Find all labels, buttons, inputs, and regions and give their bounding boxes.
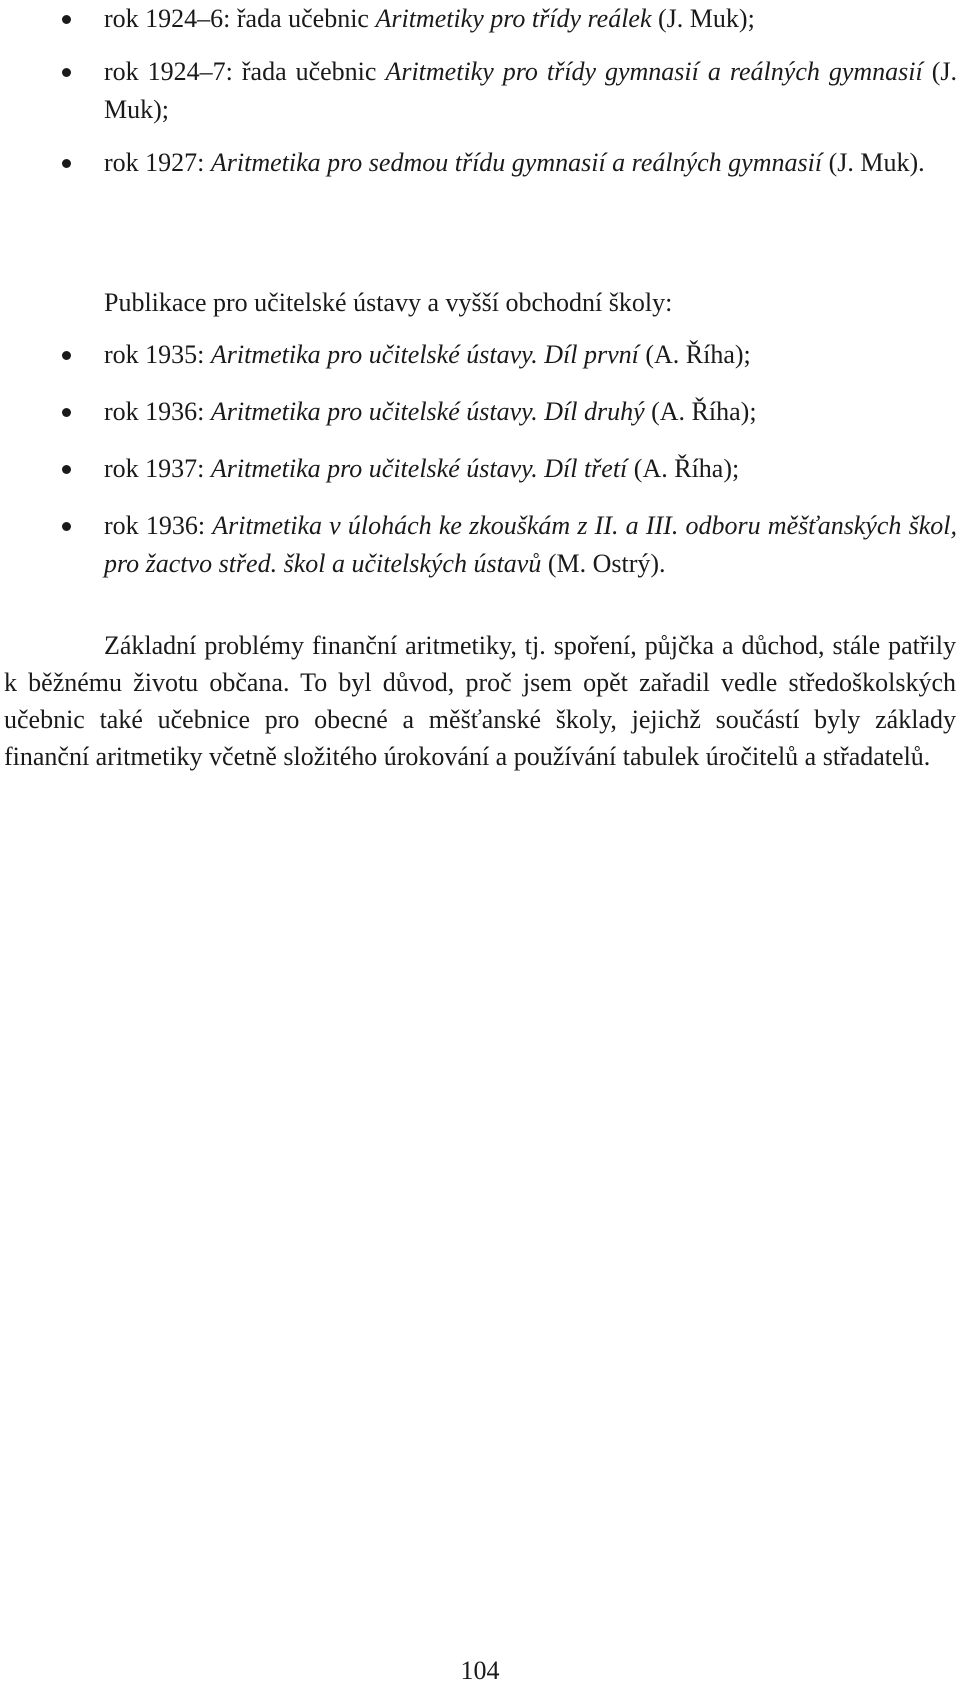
item-prefix: rok 1924–6: řada učebnic [104, 4, 376, 33]
bullet-icon [62, 465, 71, 474]
list-item [0, 450, 957, 488]
item-suffix: (M. Ostrý). [541, 549, 666, 578]
book-title: Aritmetika pro učitelské ústavy. Díl první [210, 340, 639, 369]
item-prefix: rok 1924–7: řada učebnic [104, 57, 386, 86]
bullet-icon [62, 68, 71, 77]
book-title: Aritmetika pro učitelské ústavy. Díl třetí [210, 454, 628, 483]
list-item [0, 0, 957, 38]
item-suffix: (J. Muk); [651, 4, 755, 33]
item-suffix: (J. Muk). [822, 148, 925, 177]
page-number: 104 [460, 1656, 500, 1685]
book-title: Aritmetiky pro třídy reálek [375, 4, 652, 33]
list-item [0, 507, 957, 583]
bullet-icon [62, 159, 71, 168]
item-suffix: (A. Říha); [644, 397, 757, 426]
item-prefix: rok 1936: [104, 397, 211, 426]
body-paragraph: Základní problémy finanční aritmetiky, tj. spoření, půjčka a důchod, stále patřily k běžnému životu občana. To byl důvod, proč jsem opět zařadil vedle středoškolských učebnic také učebnice pro obecné a měšťanské školy, jejichž součástí byly základy finanční aritmetiky včetně složitého úrokování a používání tabulek úročitelů a střadatelů. [4, 631, 956, 771]
bullet-icon [62, 522, 71, 531]
book-title: Aritmetiky pro třídy gymnasií a reálných gymnasií [385, 57, 923, 86]
item-suffix: (A. Říha); [638, 340, 751, 369]
list-item [0, 336, 957, 374]
bullet-icon [62, 351, 71, 360]
book-title: Aritmetika pro učitelské ústavy. Díl druhý [210, 397, 645, 426]
list-item [0, 53, 957, 129]
item-prefix: rok 1927: [104, 148, 211, 177]
item-prefix: rok 1935: [104, 340, 211, 369]
list-item [0, 393, 957, 431]
item-prefix: rok 1937: [104, 454, 211, 483]
item-prefix: rok 1936: [104, 511, 213, 540]
book-title: Aritmetika v úlohách ke zkouškám z II. a III. odboru měšťanských škol, pro žactvo střed. škol a učitelských ústavů [104, 511, 957, 578]
book-title: Aritmetika pro sedmou třídu gymnasií a reálných gymnasií [210, 148, 823, 177]
textbook-list-teachers [0, 336, 960, 583]
textbook-list-secondary [0, 0, 960, 182]
item-suffix: (A. Říha); [627, 454, 740, 483]
list-item [0, 144, 957, 182]
bullet-icon [62, 408, 71, 417]
section-heading: Publikace pro učitelské ústavy a vyšší obchodní školy: [104, 288, 673, 317]
bullet-icon [62, 15, 71, 24]
item-suffix: (J. Muk); [104, 57, 958, 124]
